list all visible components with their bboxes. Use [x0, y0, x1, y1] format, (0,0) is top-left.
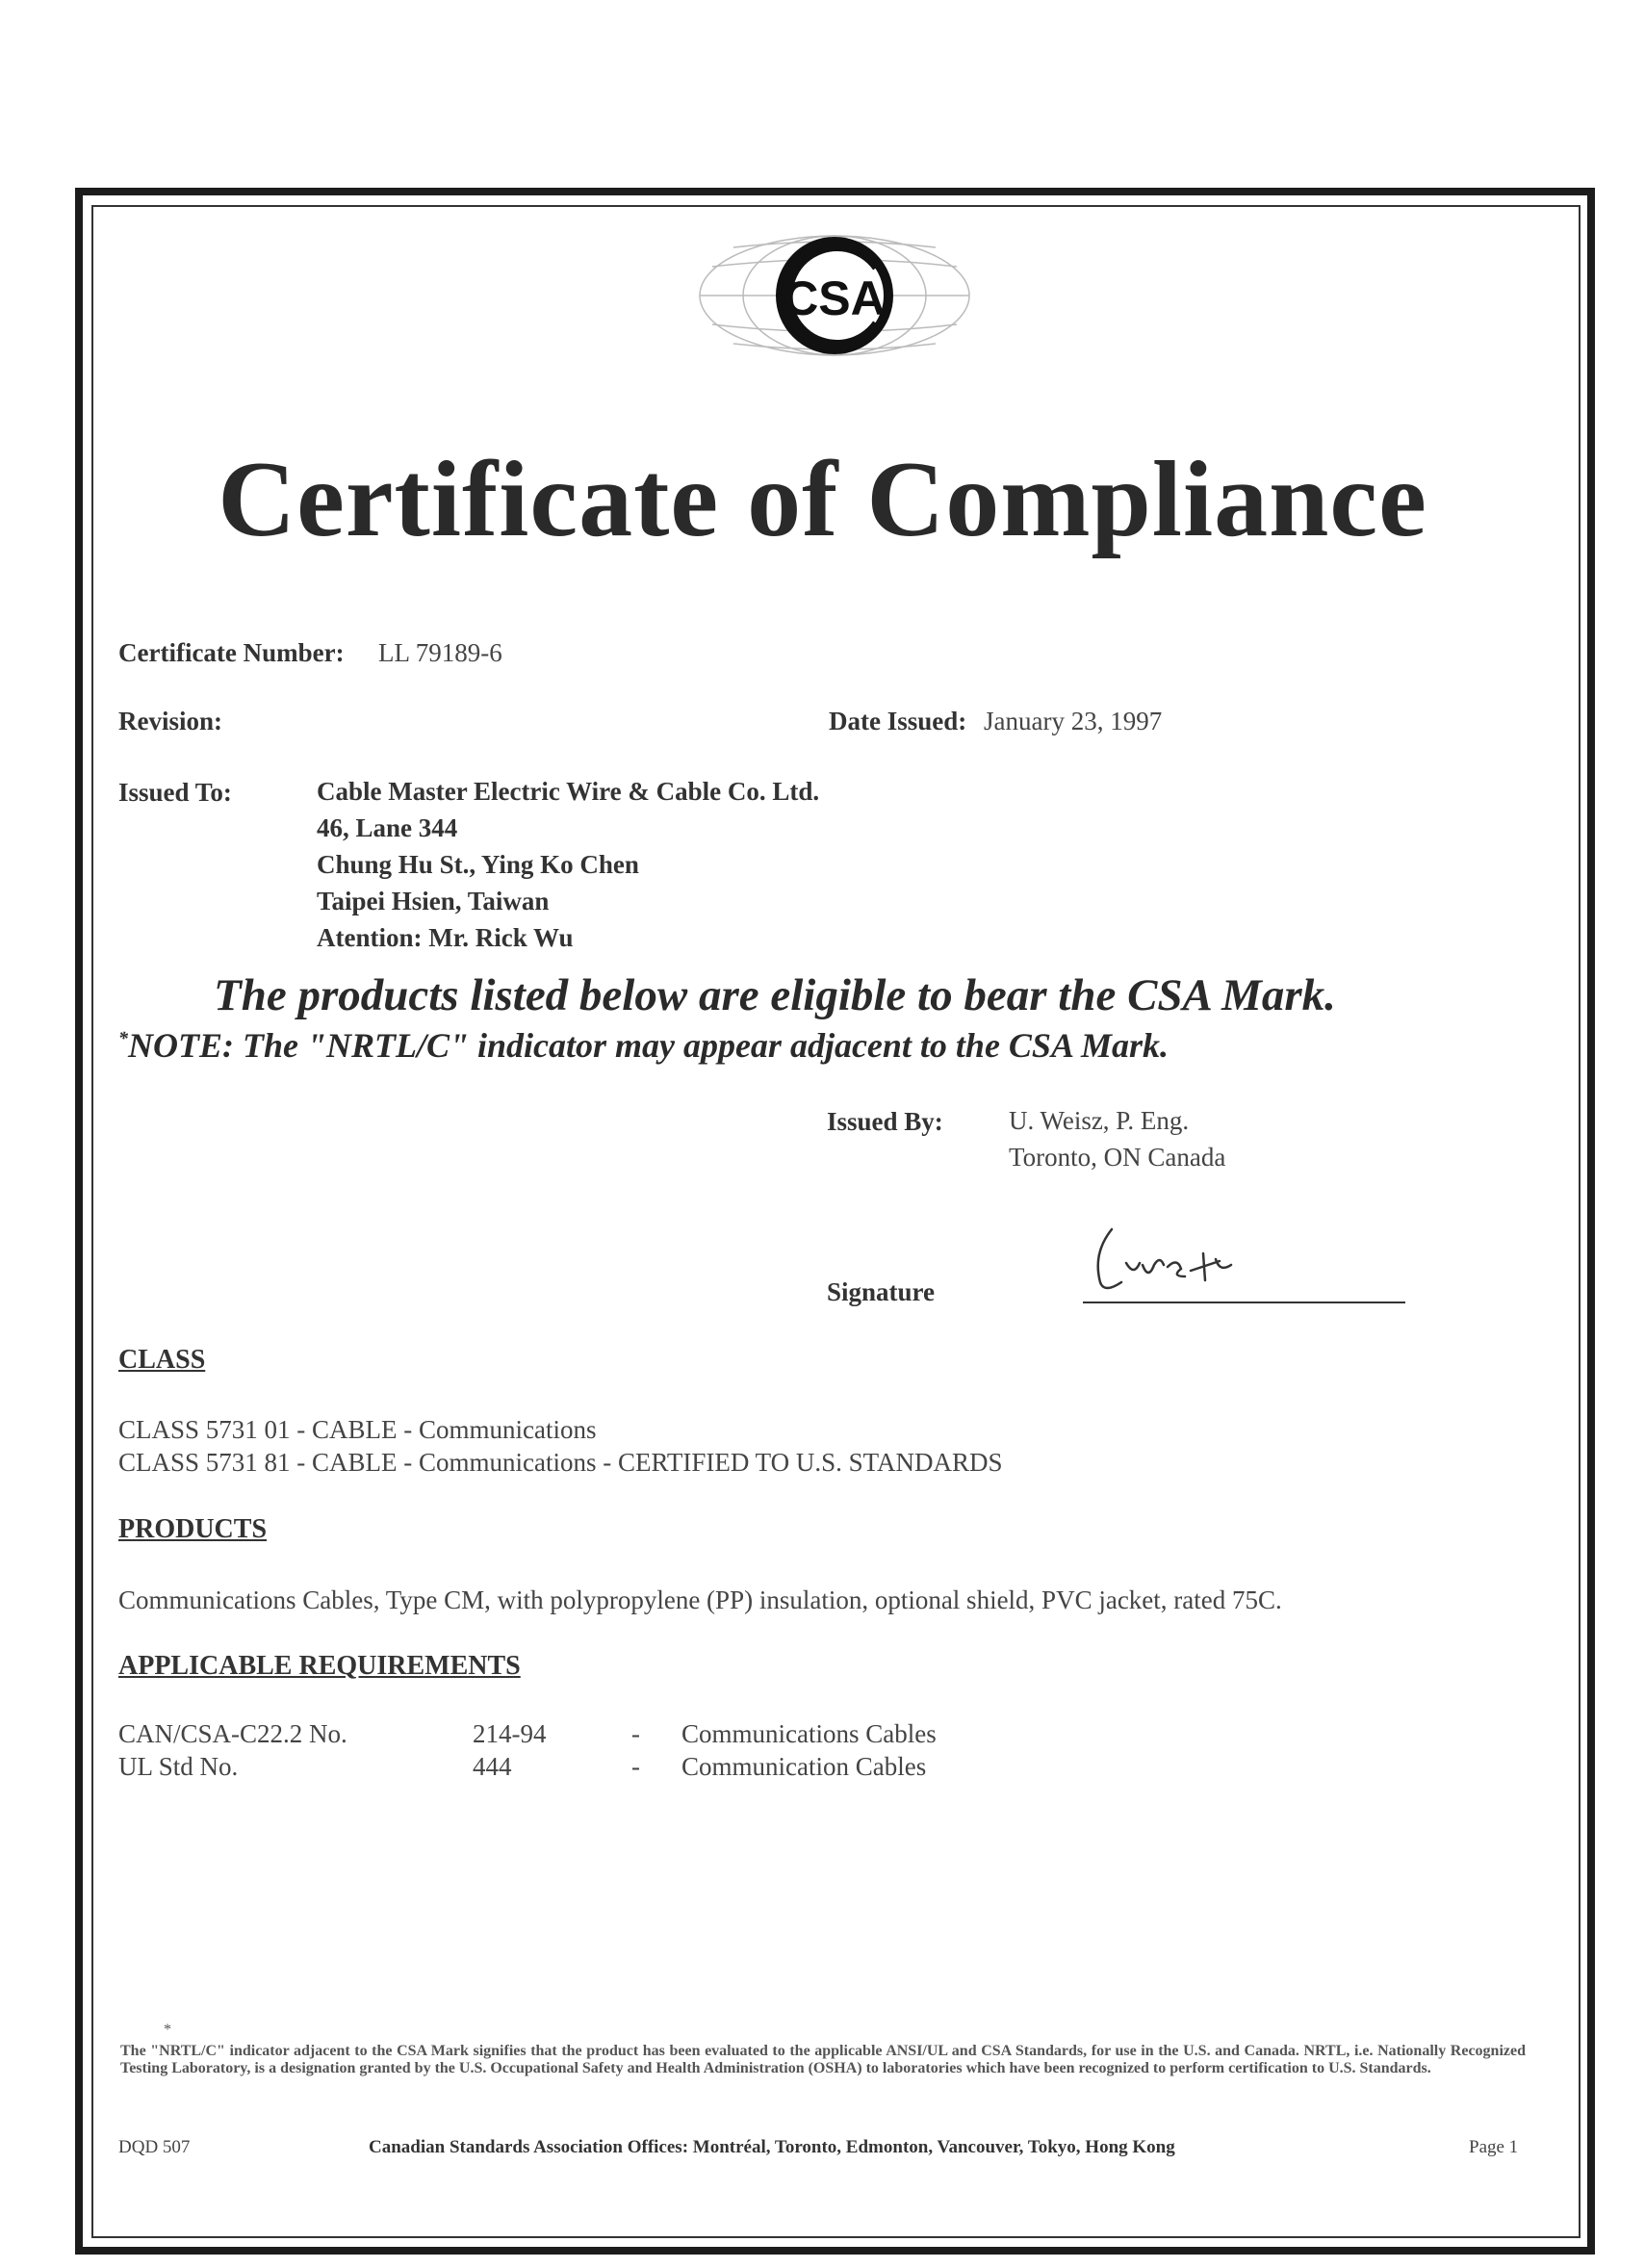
certificate-number-value: LL 79189-6 [378, 638, 502, 667]
address-line: Atention: Mr. Rick Wu [317, 923, 574, 952]
issued-to-address [317, 773, 819, 956]
class-item: CLASS 5731 81 - CABLE - Communications - CERTIFIED TO U.S. STANDARDS [118, 1448, 1003, 1477]
offices-list: Canadian Standards Association Offices: Montréal, Toronto, Edmonton, Vancouver, Tokyo, Hong Kong [369, 2137, 1175, 2157]
requirements-heading: APPLICABLE REQUIREMENTS [118, 1651, 521, 1681]
class-heading: CLASS [118, 1345, 206, 1375]
address-line: 46, Lane 344 [317, 813, 458, 842]
revision-label: Revision: [118, 707, 222, 735]
issuer-name: U. Weisz, P. Eng. [1009, 1106, 1190, 1135]
class-list [118, 1413, 1003, 1479]
footnote-marker: * [164, 2022, 171, 2038]
requirements-table [118, 1717, 1177, 1783]
requirement-number: 444 [473, 1752, 512, 1781]
address-line: Chung Hu St., Ying Ko Chen [317, 850, 639, 879]
csa-logo [695, 228, 974, 363]
products-description: Communications Cables, Type CM, with polypropylene (PP) insulation, optional shield, PVC jacket, rated 75C. [118, 1585, 1282, 1614]
table-row [118, 1717, 1177, 1750]
footnote-text: The "NRTL/C" indicator adjacent to the CSA Mark signifies that the product has been evaluated to the applicable ANSI/UL and CSA Standards, for use in the U.S. and Canada. NRTL, i.e. Nationally Recognized Testing Laboratory, is a designation granted by the U.S. Occupational Safety and Health Administration (OSHA) to laboratories which have been recognized to perform certification to U.S. Standards. [120, 2043, 1526, 2076]
class-item: CLASS 5731 01 - CABLE - Communications [118, 1415, 597, 1444]
address-line: Cable Master Electric Wire & Cable Co. Ltd. [317, 777, 820, 806]
requirement-title: Communications Cables [681, 1719, 937, 1748]
requirement-dash: - [631, 1719, 640, 1748]
form-code: DQD 507 [118, 2137, 191, 2157]
requirement-dash: - [631, 1752, 640, 1781]
issued-by-value [1009, 1102, 1225, 1175]
date-issued-value: January 23, 1997 [984, 707, 1163, 735]
date-issued-label: Date Issued: [829, 707, 967, 735]
handwritten-signature [1083, 1215, 1275, 1302]
csa-logo-text: CSA [784, 271, 886, 325]
eligibility-statement: The products listed below are eligible to bear the CSA Mark. [214, 970, 1336, 1020]
requirement-standard: UL Std No. [118, 1752, 239, 1781]
requirement-number: 214-94 [473, 1719, 547, 1748]
address-line: Taipei Hsien, Taiwan [317, 887, 550, 915]
issued-to-label: Issued To: [118, 778, 232, 807]
note-marker: * [118, 1028, 128, 1049]
table-row [118, 1750, 1177, 1783]
note-text: NOTE: The "NRTL/C" indicator may appear adjacent to the CSA Mark. [128, 1026, 1169, 1065]
nrtl-note [118, 1025, 1169, 1066]
requirement-title: Communication Cables [681, 1752, 927, 1781]
requirement-standard: CAN/CSA-C22.2 No. [118, 1719, 347, 1748]
issued-by-label: Issued By: [827, 1107, 943, 1136]
signature-label: Signature [827, 1277, 936, 1306]
certificate-number-label: Certificate Number: [118, 638, 345, 667]
page-number: Page 1 [1469, 2137, 1519, 2157]
certificate-title: Certificate of Compliance [218, 440, 1427, 559]
signature-line [1083, 1302, 1405, 1303]
issuer-location: Toronto, ON Canada [1009, 1143, 1226, 1172]
products-heading: PRODUCTS [118, 1514, 268, 1544]
